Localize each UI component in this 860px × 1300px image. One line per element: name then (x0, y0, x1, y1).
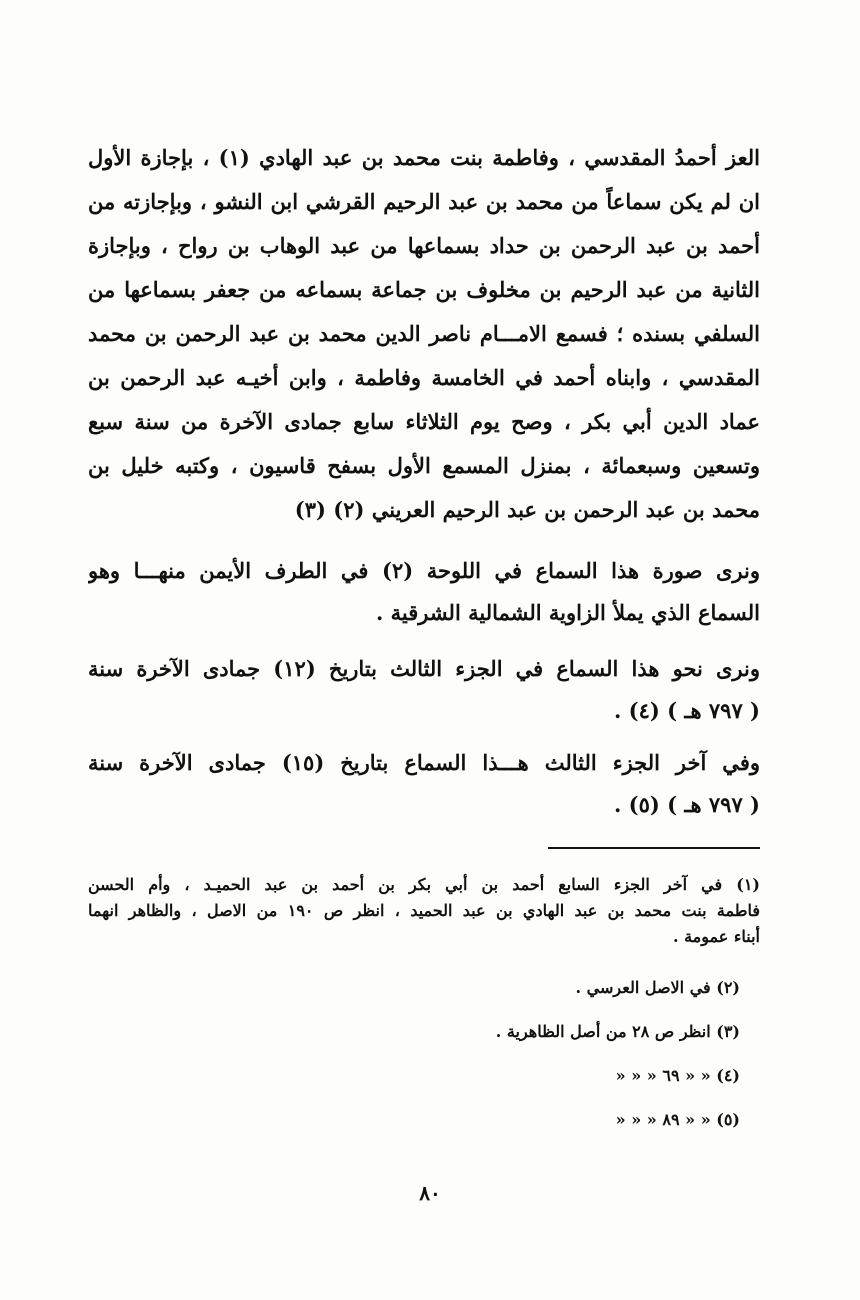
text-line: ونرى صورة هذا السماع في اللوحة (٢) في الطرف الأيمن منهـــا وهو (88, 558, 760, 583)
text-line: ( ٧٩٧ هـ ) (٤) . (614, 698, 760, 723)
footnote-4: (٤) « « ٦٩ « « « (615, 1066, 740, 1085)
text-line: السماع الذي يملأ الزاوية الشمالية الشرقية . (375, 600, 760, 625)
footnote-3: (٣) انظر ص ٢٨ من أصل الظاهرية . (495, 1022, 740, 1041)
footnote-line: (١) في آخر الجزء السابع أحمد بن أبي بكر بن أحمد بن عبد الحميـد ، وأم الحسن (88, 875, 760, 894)
footnote-1 (88, 872, 760, 950)
text-line: وفي آخر الجزء الثالث هـــذا السماع بتاريخ (١٥) جمادى الآخرة سنة (88, 750, 760, 775)
text-line: العز أحمدُ المقدسي ، وفاطمة بنت محمد بن عبد الهادي (١) ، بإجازة الأول (88, 145, 760, 170)
page-number: ٨٠ (419, 1181, 441, 1205)
paragraph-4 (88, 742, 760, 826)
text-line: وتسعين وسبعمائة ، بمنزل المسمع الأول بسفح قاسيون ، وكتبه خليل بن (88, 453, 760, 478)
footnote-separator (548, 847, 760, 849)
paragraph-1 (88, 136, 760, 532)
footnote-line: أبناء عمومة . (672, 927, 760, 946)
paragraph-2 (88, 550, 760, 634)
footnote-2: (٢) في الاصل العرسي . (575, 978, 740, 997)
text-line: محمد بن عبد الرحمن بن عبد الرحيم العريني (٢) (٣) (294, 497, 760, 522)
footnote-line: فاطمة بنت محمد بن عبد الهادي بن عبد الحميد ، انظر ص ١٩٠ من الاصل ، والظاهر انهما (88, 901, 760, 920)
text-line: عماد الدين أبي بكر ، وصح يوم الثلاثاء سابع جمادى الآخرة من سنة سبع (88, 409, 760, 434)
footnote-5: (٥) « « ٨٩ « « « (615, 1110, 740, 1129)
text-line: ونرى نحو هذا السماع في الجزء الثالث بتاريخ (١٢) جمادى الآخرة سنة (88, 656, 760, 681)
short-footnotes (88, 966, 760, 1142)
text-line: المقدسي ، وابناه أحمد في الخامسة وفاطمة ، وابن أخيـه عبد الرحمن بن (88, 365, 760, 390)
text-line: ( ٧٩٧ هـ ) (٥) . (614, 792, 760, 817)
footnotes (88, 872, 760, 1142)
paragraph-3 (88, 648, 760, 732)
text-line: ان لم يكن سماعاً من محمد بن عبد الرحيم القرشي ابن النشو ، وبإجازته من (88, 189, 760, 214)
text-line: الثانية من عبد الرحيم بن مخلوف بن جماعة بسماعه من جعفر بسماعها من (88, 277, 760, 302)
text-line: أحمد بن عبد الرحمن بن حداد بسماعها من عبد الوهاب بن رواح ، وبإجازة (88, 233, 760, 258)
text-line: السلفي بسنده ؛ فسمع الامـــام ناصر الدين محمد بن عبد الرحمن بن محمد (88, 321, 760, 346)
